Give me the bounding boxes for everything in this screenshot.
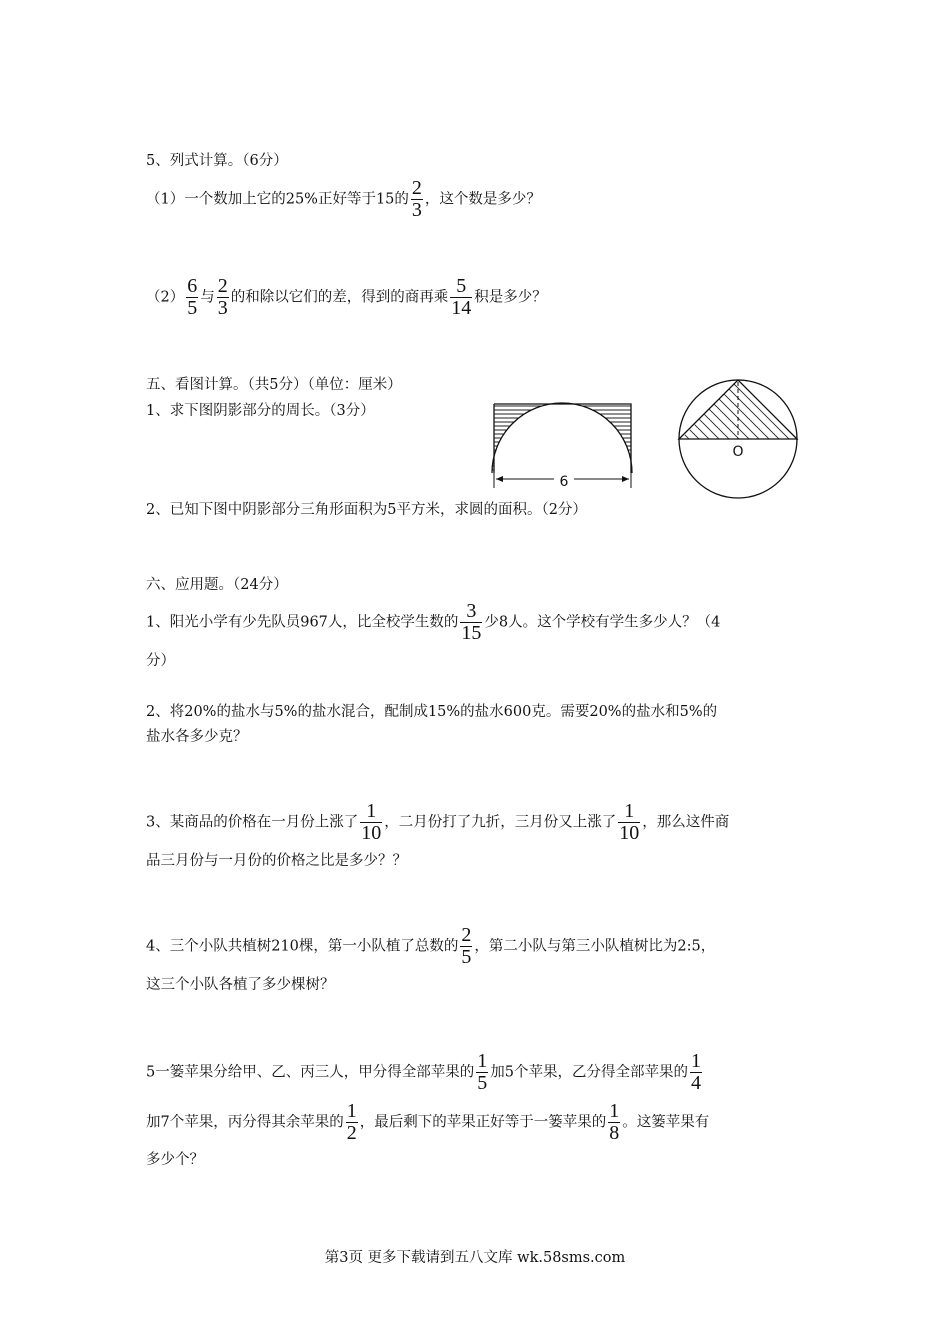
section-v-question-1: 1、求下图阴影部分的周长。（3分） — [146, 403, 375, 419]
question-5-1 — [146, 178, 541, 221]
fraction-denominator: 5 — [477, 1072, 488, 1094]
q64-text-post: ，第二小队与第三小队植树比为2:5， — [474, 938, 716, 955]
circle-triangle-figure — [676, 376, 800, 504]
question-6-2-line2: 盐水各多少克？ — [146, 729, 248, 745]
fraction-denominator: 5 — [461, 946, 472, 968]
fraction-numerator: 1 — [609, 1100, 620, 1122]
q64-text-pre: 4、三个小队共植树210棵，第一小队植了总数的 — [146, 938, 459, 955]
question-5-2 — [146, 276, 547, 319]
fraction-numerator: 2 — [461, 924, 472, 946]
fraction-numerator: 2 — [217, 275, 228, 297]
question-6-5-line2 — [146, 1101, 709, 1144]
fraction-numerator: 1 — [690, 1050, 701, 1072]
semicircle-figure — [488, 396, 638, 492]
fraction-denominator: 3 — [217, 297, 228, 319]
fraction-numerator: 3 — [466, 600, 477, 622]
diameter-label: 6 — [559, 474, 569, 490]
center-label: O — [732, 444, 744, 460]
q52-text-mid1: 与 — [200, 289, 215, 306]
fraction — [346, 1101, 358, 1144]
q51-text-pre: （1）一个数加上它的25%正好等于15的 — [146, 191, 409, 208]
section-v-title: 五、看图计算。（共5分）（单位：厘米） — [146, 377, 402, 393]
fraction-denominator: 8 — [609, 1122, 620, 1144]
q52-text-post: 积是多少？ — [474, 289, 547, 306]
q63-text-pre: 3、某商品的价格在一月份上涨了 — [146, 814, 359, 831]
question-6-2-line1: 2、将20%的盐水与5%的盐水混合，配制成15%的盐水600克。需要20%的盐水和5%的 — [146, 704, 718, 720]
q65-text-mid1: 加5个苹果，乙分得全部苹果的 — [490, 1064, 688, 1081]
fraction-numerator: 1 — [346, 1100, 357, 1122]
fraction-numerator: 1 — [624, 800, 635, 822]
q63-text-post: ，那么这件商 — [642, 814, 730, 831]
section-v-question-2: 2、已知下图中阴影部分三角形面积为5平方米，求圆的面积。（2分） — [146, 502, 587, 518]
q52-text-pre: （2） — [146, 289, 185, 306]
fraction — [217, 276, 229, 319]
page-footer: 第3页 更多下载请到五八文库 wk.58sms.com — [324, 1250, 626, 1266]
q51-text-post: ，这个数是多少？ — [424, 191, 541, 208]
q65-l2-post: 。这篓苹果有 — [622, 1114, 710, 1131]
fraction — [690, 1051, 702, 1094]
section-5-title: 5、列式计算。（6分） — [146, 153, 288, 169]
fraction-numerator: 1 — [477, 1050, 488, 1072]
fraction — [186, 276, 198, 319]
fraction — [460, 925, 472, 968]
question-6-5 — [146, 1051, 704, 1094]
question-6-5-line3: 多少个？ — [146, 1152, 204, 1168]
q65-l2-pre: 加7个苹果，丙分得其余苹果的 — [146, 1114, 344, 1131]
question-6-4-line2: 这三个小队各植了多少棵树？ — [146, 977, 335, 993]
fraction — [450, 276, 472, 319]
fraction-denominator: 15 — [461, 622, 482, 644]
fraction-denominator: 3 — [411, 199, 422, 221]
fraction-denominator: 10 — [619, 822, 640, 844]
q65-l2-mid: ，最后剩下的苹果正好等于一篓苹果的 — [359, 1114, 607, 1131]
question-6-1-line2: 分） — [146, 653, 175, 669]
fraction-denominator: 5 — [187, 297, 198, 319]
question-6-3 — [146, 801, 729, 844]
fraction-numerator: 2 — [411, 177, 422, 199]
q52-text-mid2: 的和除以它们的差，得到的商再乘 — [230, 289, 449, 306]
fraction-denominator: 2 — [346, 1122, 357, 1144]
q65-text-pre: 5一篓苹果分给甲、乙、丙三人，甲分得全部苹果的 — [146, 1064, 475, 1081]
q61-text-post: 少8人。这个学校有学生多少人？（4 — [484, 614, 721, 631]
question-6-3-line2: 品三月份与一月份的价格之比是多少？？ — [146, 853, 407, 869]
fraction-numerator: 5 — [456, 275, 467, 297]
fraction — [360, 801, 382, 844]
fraction — [476, 1051, 488, 1094]
question-6-4 — [146, 925, 715, 968]
fraction-denominator: 10 — [361, 822, 382, 844]
fraction — [618, 801, 640, 844]
fraction-numerator: 6 — [187, 275, 198, 297]
fraction — [608, 1101, 620, 1144]
fraction — [460, 601, 482, 644]
q63-text-mid: ，二月份打了九折，三月份又上涨了 — [384, 814, 617, 831]
fraction-denominator: 4 — [690, 1072, 701, 1094]
question-6-1 — [146, 601, 720, 644]
fraction-numerator: 1 — [366, 800, 377, 822]
fraction — [411, 178, 423, 221]
section-vi-title: 六、应用题。（24分） — [146, 577, 288, 593]
fraction-denominator: 14 — [451, 297, 472, 319]
q61-text-pre: 1、阳光小学有少先队员967人，比全校学生数的 — [146, 614, 459, 631]
